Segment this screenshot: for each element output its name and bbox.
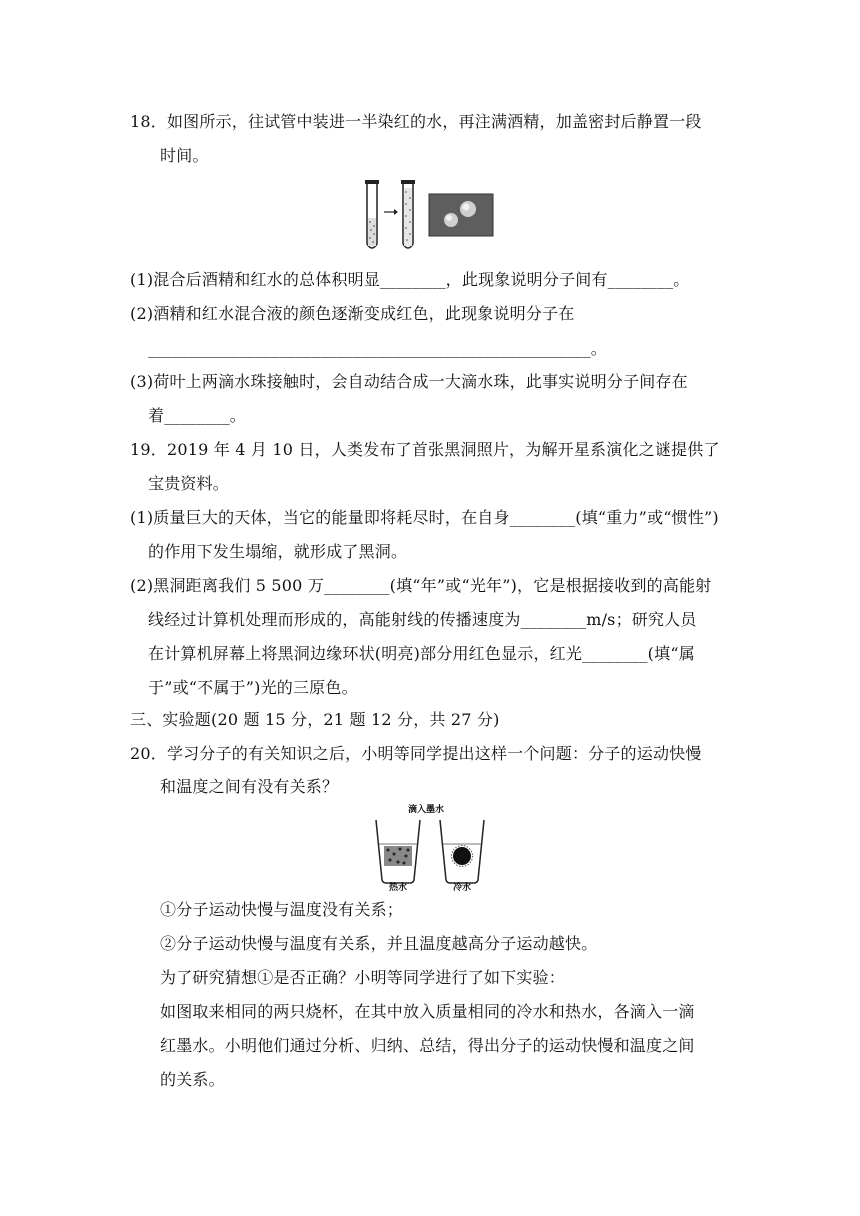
q18-part3-line1: (3)荷叶上两滴水珠接触时，会自动结合成一大滴水珠，此事实说明分子间存在 <box>130 372 688 391</box>
q19-stem-line2: 宝贵资料。 <box>148 474 230 493</box>
q19-stem-line1: 19．2019 年 4 月 10 日，人类发布了首张黑洞照片，为解开星系演化之谜提供了 <box>130 440 720 459</box>
q20-method-line3: 的关系。 <box>160 1070 225 1089</box>
q19-part2-line1: (2)黑洞距离我们 5 500 万________(填“年”或“光年”)，它是根据接收到的高能射 <box>130 576 712 595</box>
q20-intro: 为了研究猜想①是否正确？小明等同学进行了如下实验： <box>160 968 566 987</box>
q18-part3-line2: 着________。 <box>148 406 247 425</box>
figure-right-label: 冷水 <box>453 883 472 893</box>
q18-part2-line2: ______________________________________________________。 <box>148 339 607 358</box>
q19-part1-line2: 的作用下发生塌缩，就形成了黑洞。 <box>148 542 408 561</box>
q20-stem-line1: 20．学习分子的有关知识之后，小明等同学提出这样一个问题：分子的运动快慢 <box>130 744 702 763</box>
figure-left-label: 热水 <box>389 883 408 893</box>
q18-stem-line1: 18．如图所示，往试管中装进一半染红的水，再注满酒精，加盖密封后静置一段 <box>130 112 702 131</box>
q18-part1: (1)混合后酒精和红水的总体积明显________，此现象说明分子间有________。 <box>130 270 690 289</box>
section3-heading: 三、实验题(20 题 15 分，21 题 12 分，共 27 分) <box>130 710 500 729</box>
q19-part2-line4: 于”或“不属于”)光的三原色。 <box>148 678 358 697</box>
q20-guess1: ①分子运动快慢与温度没有关系； <box>160 900 404 919</box>
q18-part2-line1: (2)酒精和红水混合液的颜色逐渐变成红色，此现象说明分子在 <box>130 304 575 323</box>
q20-stem-line2: 和温度之间有没有关系？ <box>160 777 339 796</box>
beaker-figure <box>370 800 490 892</box>
test-tube-figure <box>360 178 500 254</box>
q19-part2-line3: 在计算机屏幕上将黑洞边缘环状(明亮)部分用红色显示，红光________(填“属 <box>148 644 695 663</box>
q20-method-line2: 红墨水。小明他们通过分析、归纳、总结，得出分子的运动快慢和温度之间 <box>160 1036 695 1055</box>
figure-top-label: 滴入墨水 <box>408 805 445 815</box>
q20-method-line1: 如图取来相同的两只烧杯，在其中放入质量相同的冷水和热水，各滴入一滴 <box>160 1002 695 1021</box>
q19-part2-line2: 线经过计算机处理而形成的，高能射线的传播速度为________m/s；研究人员 <box>148 610 697 629</box>
q20-guess2: ②分子运动快慢与温度有关系，并且温度越高分子运动越快。 <box>160 934 598 953</box>
q19-part1-line1: (1)质量巨大的天体，当它的能量即将耗尽时，在自身________(填“重力”或“惯性”) <box>130 508 719 527</box>
q18-stem-line2: 时间。 <box>160 146 209 165</box>
